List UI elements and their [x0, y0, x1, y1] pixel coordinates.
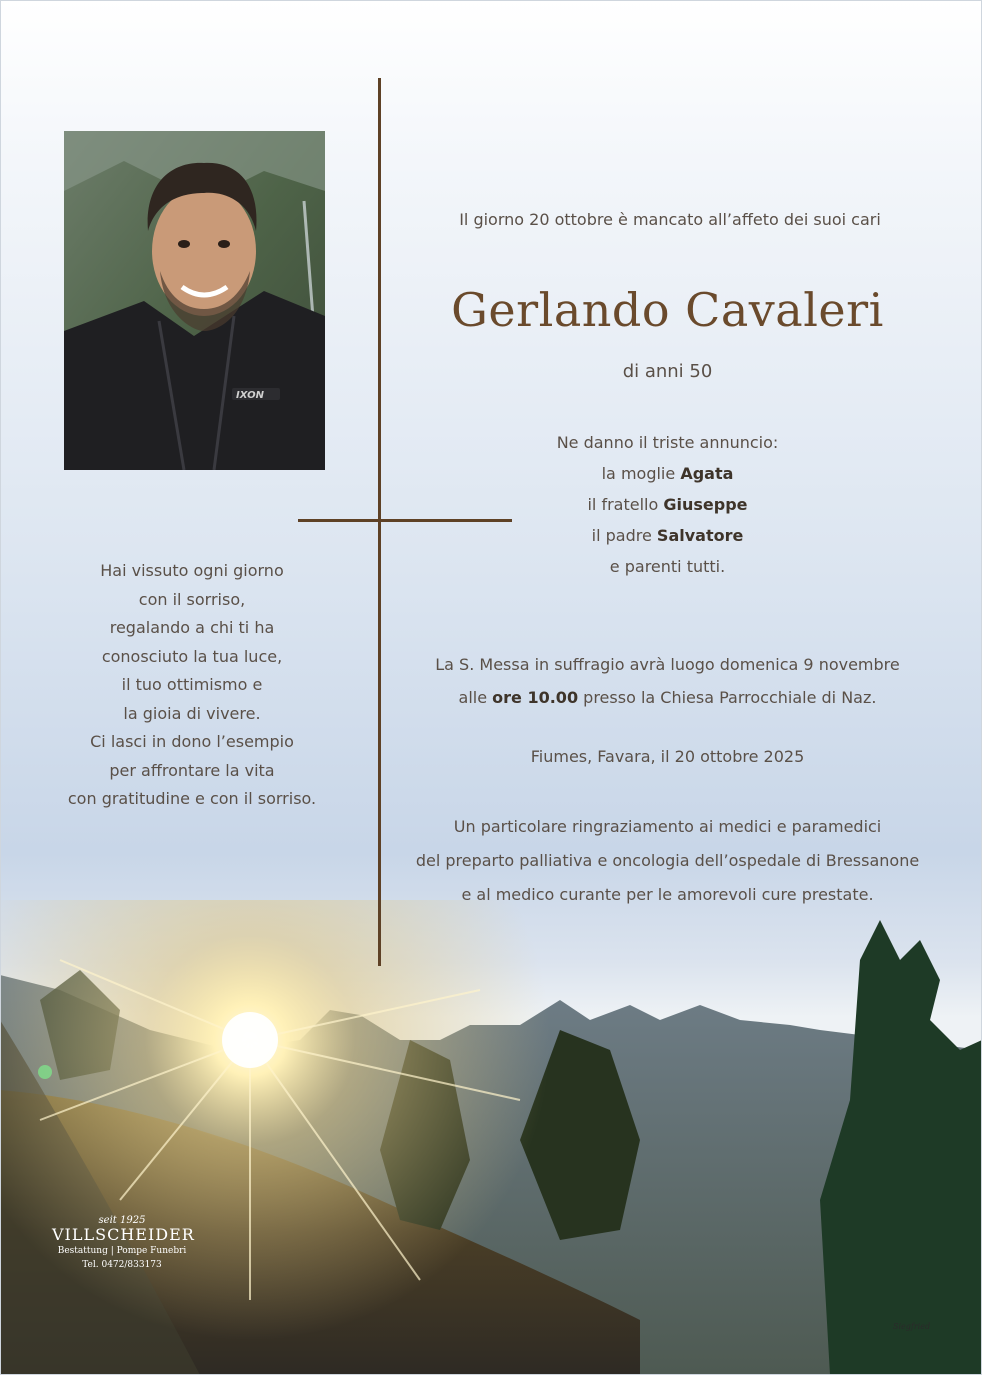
logo-subtitle: Bestattung | Pompe Funebri: [57, 1246, 187, 1256]
thanks-line: Un particolare ringraziamento ai medici e paramedici: [453, 817, 882, 836]
mass-announcement: [400, 648, 935, 714]
relative-name: Giuseppe: [663, 495, 748, 514]
mourners-heading: Ne danno il triste annuncio:: [556, 433, 779, 452]
relative-line: il padre Salvatore: [591, 526, 744, 545]
thanks-line: del preparto palliativa e oncologia dell’ospedale di Bressanone: [415, 851, 920, 870]
mass-line-2: alle ore 10.00 presso la Chiesa Parrocchiale di Naz.: [458, 688, 877, 707]
jacket-logo: IXON: [236, 390, 264, 401]
poem-line: con il sorriso,: [138, 589, 246, 609]
mass-line-1: La S. Messa in suffragio avrà luogo domenica 9 novembre: [435, 655, 900, 674]
thanks-line: e al medico curante per le amorevoli cure prestate.: [461, 885, 874, 904]
place-date: Fiumes, Favara, il 20 ottobre 2025: [530, 747, 805, 766]
poem-line: Ci lasci in dono l’esempio: [90, 732, 294, 751]
relative-name: Salvatore: [656, 526, 744, 545]
logo-phone: Tel. 0472/833173: [82, 1260, 162, 1270]
photographer-signature: Siegfried: [893, 1322, 931, 1331]
poem-line: Hai vissuto ogni giorno: [100, 561, 284, 580]
relative-name: Agata: [680, 464, 734, 483]
intro-text: Il giorno 20 ottobre è mancato all’affeto dei suoi cari: [459, 210, 881, 229]
poem-line: con gratitudine e con il sorriso.: [67, 789, 317, 808]
relative-line: il fratello Giuseppe: [587, 495, 748, 514]
mourners-block: [400, 427, 935, 582]
deceased-name: Gerlando Cavaleri: [451, 283, 884, 337]
poem-line: la gioia di vivere.: [123, 703, 261, 723]
funeral-home-logo: [52, 1215, 195, 1272]
thanks-block: [400, 810, 935, 912]
relative-line: la moglie Agata: [601, 464, 734, 483]
logo-since: seit 1925: [98, 1215, 146, 1226]
mass-time: ore 10.00: [492, 688, 579, 707]
poem-line: per affrontare la vita: [109, 760, 275, 780]
poem-line: conosciuto la tua luce,: [101, 646, 283, 666]
poem-line: il tuo ottimismo e: [121, 675, 263, 694]
poem-line: regalando a chi ti ha: [109, 618, 275, 637]
poem-block: [42, 557, 342, 814]
mourners-closing: e parenti tutti.: [609, 557, 726, 576]
cross-vertical: [378, 78, 381, 966]
age-text: di anni 50: [622, 361, 713, 382]
logo-brand: VILLSCHEIDER: [52, 1225, 195, 1244]
portrait-photo: [64, 131, 325, 470]
